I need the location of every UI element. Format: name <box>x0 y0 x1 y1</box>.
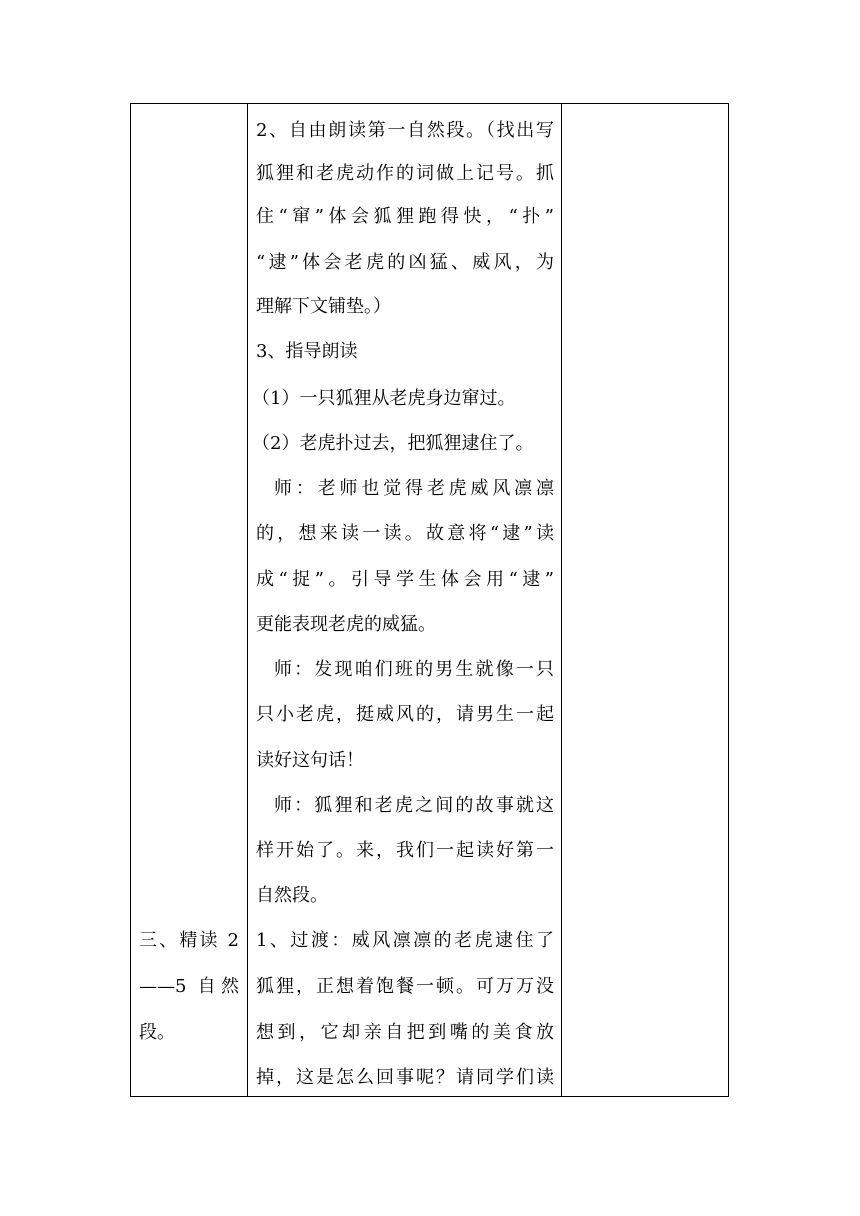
content-line: 成“捉”。引导学生体会用“逮” <box>256 569 554 590</box>
section-title-line: 段。 <box>139 1022 175 1043</box>
content-line: 2、自由朗读第一自然段。（找出写 <box>256 120 554 141</box>
lesson-plan-table <box>130 103 729 1097</box>
content-line: “逮”体会老虎的凶猛、威风，为 <box>256 252 554 273</box>
content-line: 1、过渡：威风凛凛的老虎逮住了 <box>256 930 554 951</box>
notes-cell <box>562 104 729 1097</box>
content-line: 狐狸和老虎动作的词做上记号。抓 <box>256 163 554 184</box>
content-line: （2）老虎扑过去，把狐狸逮住了。 <box>252 433 534 454</box>
content-line: 狐狸，正想着饱餐一顿。可万万没 <box>256 976 554 997</box>
section-title-line: ——5 自然 <box>139 976 239 997</box>
content-line: 掉，这是怎么回事呢？请同学们读 <box>256 1067 554 1088</box>
content-line: 的，想来读一读。故意将“逮”读 <box>256 523 554 544</box>
content-line: 只小老虎，挺威风的，请男生一起 <box>256 704 554 725</box>
content-line: 师：发现咱们班的男生就像一只 <box>274 659 554 680</box>
content-line: 自然段。 <box>256 885 328 906</box>
content-cell <box>248 104 562 1097</box>
content-line: 读好这句话！ <box>256 750 364 771</box>
content-line: （1）一只狐狸从老虎身边窜过。 <box>252 388 516 409</box>
section-cell <box>131 104 248 1097</box>
section-title-line: 三、精读 2 <box>139 930 239 951</box>
content-line: 样开始了。来，我们一起读好第一 <box>256 840 554 861</box>
content-line: 住“窜”体会狐狸跑得快，“扑” <box>256 206 554 227</box>
table-row <box>131 104 729 1097</box>
content-line: 理解下文铺垫。） <box>256 296 391 317</box>
content-line: 更能表现老虎的威猛。 <box>256 614 436 635</box>
content-line: 想到，它却亲自把到嘴的美食放 <box>256 1022 554 1043</box>
content-line: 师：老师也觉得老虎威风凛凛 <box>274 478 554 499</box>
content-line: 师：狐狸和老虎之间的故事就这 <box>274 795 554 816</box>
content-line: 3、指导朗读 <box>256 341 358 362</box>
